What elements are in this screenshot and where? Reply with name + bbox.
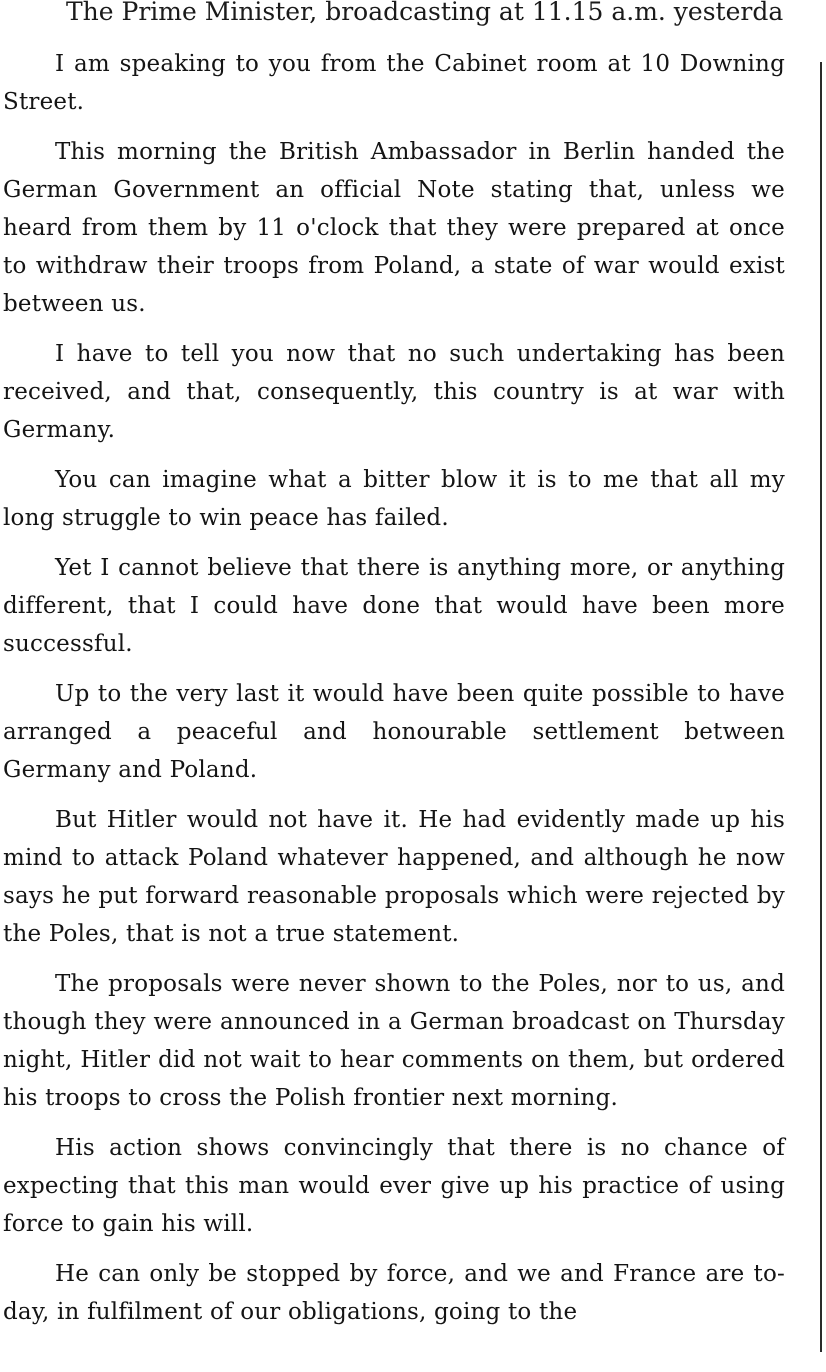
paragraph: This morning the British Ambassador in Berlin handed the German Government an official Note stating that, unless we heard from them by 11 o'clock that they were prepared at once to withdraw their troops from Poland, a state of war would exist between us. [3, 139, 785, 317]
speech-article [3, 45, 785, 1343]
paragraph: The proposals were never shown to the Poles, nor to us, and though they were announced in a German broadcast on Thursday night, Hitler did not wait to hear comments on them, but ordered his troops to cross the Polish frontier next morning. [3, 971, 785, 1111]
paragraph: He can only be stopped by force, and we and France are to-day, in fulfilment of our obligations, going to the [3, 1261, 785, 1325]
paragraph: You can imagine what a bitter blow it is to me that all my long struggle to win peace has failed. [3, 467, 785, 531]
paragraph: I am speaking to you from the Cabinet room at 10 Downing Street. [3, 51, 785, 115]
paragraph: Up to the very last it would have been quite possible to have arranged a peaceful and honourable settlement between Germany and Poland. [3, 681, 785, 783]
paragraph: I have to tell you now that no such undertaking has been received, and that, consequently, this country is at war with Germany. [3, 341, 785, 443]
paragraph: His action shows convincingly that there is no chance of expecting that this man would ever give up his practice of using force to gain his will. [3, 1135, 785, 1237]
intro-line: The Prime Minister, broadcasting at 11.15 a.m. yesterda [66, 0, 784, 26]
paragraph: But Hitler would not have it. He had evidently made up his mind to attack Poland whatever happened, and although he now says he put forward reasonable proposals which were rejected by the Poles, that is not a true statement. [3, 807, 785, 947]
paragraph: Yet I cannot believe that there is anything more, or anything different, that I could have done that would have been more successful. [3, 555, 785, 657]
column-rule [820, 62, 822, 1352]
